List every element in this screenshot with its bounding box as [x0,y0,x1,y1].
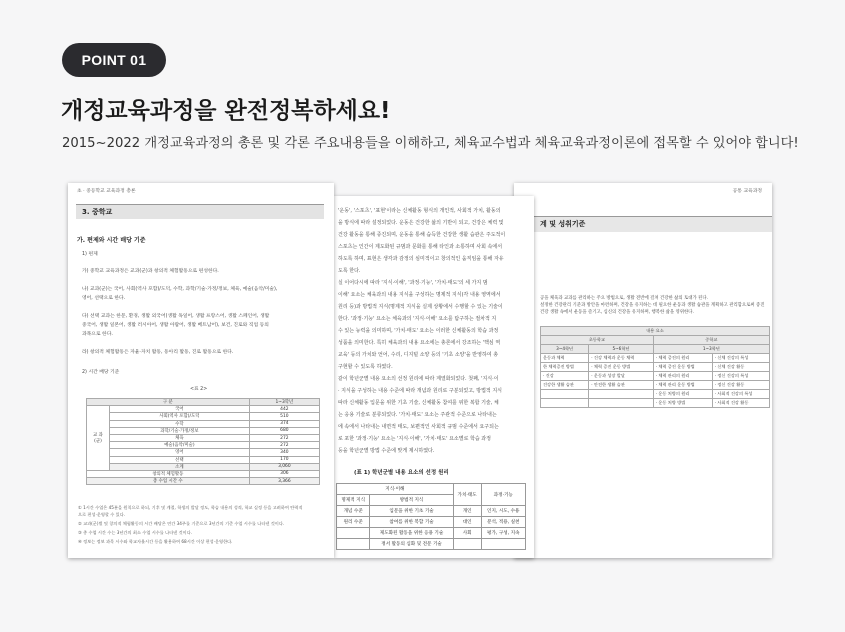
table-row [337,528,526,539]
page-header: 초 · 중등학교 교육과정 총론 [77,189,136,194]
table-row [337,539,526,550]
table-cell: 국어 [110,406,250,413]
table-row [541,372,770,381]
body-line: 로 포한 '과정·기능' 요소는 '지식·이해', '가치·태도' 요소별로 학습 과정 [338,436,491,442]
body-line: 성품을 의미한다. 특히 체육과의 내용 요소에는 총론에서 강조하는 '핵심 역 [338,340,501,346]
body-line: 이해' 요소는 체육과의 내용 지식을 구성하는 명제적 지식(각 내용 영역에서 [338,292,501,298]
body-line: 등을 학년군별 방법 수준에 맞게 제시하였다. [338,448,435,454]
table-row [87,427,320,434]
table-row [87,456,320,463]
table-cell [481,539,525,550]
body-line: 도록 한다. [338,268,361,274]
table-cell: · 체력 증진 운동 방법 [589,363,653,372]
body-line: 나) 교과(군)는 국어, 사회(역사 포함)/도덕, 수학, 과학/기술·가정/정보, 체육, 예술(음악/미술), [82,287,278,292]
body-line: 에 속에서 나타내는 내면적 태도, 보편적인 사회적 규범 수준에서 요구되는 [338,424,499,430]
table-header: 1~3학년 [249,399,319,406]
subsection-title: 가. 편제와 시간 배당 기준 [77,237,146,244]
body-line: 과목으로 한다. [82,332,113,337]
table-cell: 평가, 구성, 지속 [481,528,525,539]
table-cell: · 사회적 건강의 특성 [712,390,769,399]
body-line: 같이 학년군별 내용 요소의 선정 원리에 따라 계열화되었다. 첫째, '지식·이 [338,376,499,382]
body-line: 실 이어다시에 따라 '지식·이해', '과정·기능', '가치·태도'의 세 가지 범 [338,280,488,286]
table-cell: 인지, 시도, 수용 [481,506,525,517]
table-cell: 예술(음악/미술) [110,442,250,449]
table-cell: 정서 활동의 심화 및 전문 기술 [370,539,453,550]
table-cell: 입문을 위한 기초 기술 [370,506,453,517]
table-cell [541,399,589,408]
table-row [87,449,320,456]
table-cell: 510 [249,413,319,420]
table-cell [589,390,653,399]
table-header: 구 분 [87,399,250,406]
body-line: 공을 체육과 교과를 관리하는 주요 방법으로, 생활 전반에 걸쳐 건강한 삶의 토대가 된다. [540,296,708,301]
table-cell: 340 [249,449,319,456]
body-line: 라) 창의적 체험활동은 자율·자치 활동, 동아리 활동, 진로 활동으로 한다. [82,350,234,355]
table-cell: · 안전한 생활 습관 [589,381,653,390]
group-label: 교 과 (군) [87,406,110,471]
table-cell: · 신체 건강 활동 [712,363,769,372]
table-cell: 개인 [453,506,481,517]
table-cell: 272 [249,434,319,441]
table-row [87,470,320,477]
table-cell: 소계 [110,463,250,470]
item-heading: 2) 시간 배당 기준 [82,370,120,375]
body-line: · 지식을 구성하는 내용 수준에 따라 개념과 원리로 구분되었고, 방법적 지식 [338,388,502,394]
table-cell [337,539,370,550]
section-bar [76,204,324,219]
table-cell: 영어 [110,449,250,456]
body-line: 교육' 등의 가치와 언어, 수리, 디지털 소양 등의 '기초 소양'을 반영하여 총 [338,352,499,358]
table-title: 내용 요소 [541,327,770,336]
table-cell: · 사회적 건강 활동 [712,399,769,408]
section-title: 3. 중학교 [82,208,113,216]
body-line: 수 있는 능력을 의미하며, '가치·태도' 요소는 이러한 신체활동의 학습 과정 [338,328,499,334]
body-line: 건강 활동을 통해 증진되며, 운동을 통해 습득한 건강한 생활 습관은 주도적이 [338,232,506,238]
table-title: (표 1) 학년군별 내용 요소의 선정 원리 [354,470,449,476]
table-cell: 사회(역사 포함)/도덕 [110,413,250,420]
body-line: 스포츠는 인간이 제도화된 규범과 문화를 통해 타인과 소통하며 사회 속에서 [338,244,503,250]
table-header: 지식·이해 [337,484,454,495]
table-cell: · 체력 증진 운동 방법 [653,363,712,372]
body-line: 다) 선택 교과는 한문, 환경, 생활 외국어(생활 독일어, 생활 프랑스어, 생활 스페인어, 생활 [82,314,270,319]
table-cell: 과학/기술·가정/정보 [110,427,250,434]
body-line: 따라 신체활동 입문을 위한 기초 기술, 신체활동 참여를 위한 복합 기술, 체 [338,400,499,406]
table-header: 명제적 지식 [337,495,370,506]
table-cell: 한 체력증진 방법 [541,363,589,372]
document-page-3 [514,183,772,558]
headline: 개정교육과정을 완전정복하세요! [61,98,391,124]
table-cell: 374 [249,420,319,427]
table-cell: 3,060 [249,463,319,470]
table-cell [541,390,589,399]
table-row [87,478,320,485]
body-line: 원리 등)과 방법적 지식(명제적 지식을 실제 상황에서 수행할 수 있는 기술이 [338,304,503,310]
table-cell: 총 수업 시간 수 [87,478,250,485]
point-badge: POINT 01 [62,43,166,77]
table-cell: 선택 [110,456,250,463]
table-row [337,517,526,528]
body-line: 가) 중학교 교육과정은 교과(군)과 창의적 체험활동으로 편성한다. [82,269,219,274]
table-row [87,442,320,449]
table-row [541,363,770,372]
page-header: 공통 교육과정 [732,189,762,194]
table-cell: · 정신 건강 활동 [712,381,769,390]
table-caption: <표 2> [190,387,208,392]
footnote: ③ 총 수업 시간 수는 3년간의 최소 수업 시수를 나타낸 것이다. [78,530,193,535]
table-cell: 참여를 위한 복합 기술 [370,517,453,528]
table-header: 5~6학년 [589,345,653,354]
table-row [541,354,770,363]
body-line: 한다. '과정·기능' 요소는 체육과의 '지식·이해' 요소를 탐구하는 절차적 지 [338,316,497,322]
table-cell: 제도화된 활동을 위한 응용 기술 [370,528,453,539]
table-cell: 사회 [453,528,481,539]
table-cell: · 운동 처방의 원리 [653,390,712,399]
subline: 2015~2022 개정교육과정의 총론 및 각론 주요내용들을 이해하고, 체육교수법과 체육교육과정이론에 접목할 수 있어야 합니다! [62,136,799,151]
table-row [87,420,320,427]
body-line: 건강 생활 속에서 운동을 즐기고, 심신의 건강을 유지하며, 행복한 삶을 영위한다. [540,310,694,315]
table-cell: · 체력 증진의 원리 [653,354,712,363]
table-cell: 442 [249,406,319,413]
table-header: 과정·기능 [481,484,525,506]
table-row [541,381,770,390]
table-cell [337,528,370,539]
table-cell: 분석, 적용, 실천 [481,517,525,528]
body-line: '운동', '스포츠', '표현'이라는 신체활동 형식의 개인적, 사회적 가치, 활동의 [338,208,501,214]
footnote: ② 교과(군)별 및 창의적 체험활동의 시간 배당은 연간 34주를 기준으로 3년간의 기준 수업 시수를 나타낸 것이다. [78,521,285,526]
table-cell: 3,366 [249,478,319,485]
table-cell [589,399,653,408]
body-line: 는 응용 기술로 분류되었다. '가치·태도' 요소는 주관적 수준으로 나타내는 [338,412,497,418]
footnote: ④ 정보는 정보 과목 시수와 학교자율시간 등을 활용하여 68시간 이상 편성·운영한다. [78,539,233,544]
table-cell: · 체력 관리의 원리 [653,372,712,381]
table-cell: · 정신 건강의 특성 [712,372,769,381]
document-page-1 [68,183,334,558]
table-cell: 원리 수준 [337,517,370,528]
table-cell: 개념 수준 [337,506,370,517]
table-cell: · 운동과 성장 발달 [589,372,653,381]
table-row [337,506,526,517]
table-row [87,463,320,470]
table-cell: 창의적 체험활동 [87,470,250,477]
body-line: 중국어, 생활 일본어, 생활 러시아어, 생활 아랍어, 생활 베트남어), 보건, 진로와 직업 등의 [82,323,269,328]
table-row [541,390,770,399]
table-header: 가치·태도 [453,484,481,506]
body-line: 영어, 선택으로 한다. [82,296,126,301]
content-table [540,326,770,408]
table-cell: 대인 [453,517,481,528]
table-row [87,434,320,441]
table-cell: 306 [249,470,319,477]
table-header: 중학교 [653,336,769,345]
table-cell: 운동과 체력 [541,354,589,363]
table-cell: · 운동 처방 방법 [653,399,712,408]
body-line: 설정한 건강관리 기준과 방안을 마련하며, 건강을 유지하는 데 필요한 운동과 생활 습관을 계획하고 관리함으로써 증진 [540,303,765,308]
table-cell: · 신체 건강의 특성 [712,354,769,363]
section-title: 계 및 성취기준 [540,220,586,228]
document-page-2 [334,196,534,558]
table-cell: 170 [249,456,319,463]
table-cell [453,539,481,550]
table-row [541,399,770,408]
footnote: ① 1시간 수업은 45분을 원칙으로 하되, 기후 및 계절, 학생의 발달 정도, 학습 내용의 성격, 학교 실정 등을 고려하여 탄력적 [78,505,303,510]
table-row [87,413,320,420]
table-cell: 체육 [110,434,250,441]
table-cell: · 건강 체력과 운동 체력 [589,354,653,363]
body-line: 구현할 수 있도록 하였다. [338,364,393,370]
table-cell: 건강한 생활 습관 [541,381,589,390]
table-cell: 680 [249,427,319,434]
table-row [87,406,320,413]
item-heading: 1) 편제 [82,252,98,257]
table-header: 3~4학년 [541,345,589,354]
body-line: 하도록 하며, 표현은 생각과 감정의 심미적이고 창의적인 움직임을 통해 자유 [338,256,504,262]
table-header: 방법적 지식 [370,495,453,506]
table-cell: · 체력 관리 운동 방법 [653,381,712,390]
table-header: 1~3학년 [653,345,769,354]
table-header: 초등학교 [541,336,654,345]
table-cell: · 건강 [541,372,589,381]
time-allocation-table [86,398,320,485]
table-cell: 수학 [110,420,250,427]
body-line: 을 방식에 따라 설정되었다. 운동은 건강한 삶의 기반이 되고, 건강은 체력 및 [338,220,504,226]
table-cell: 272 [249,442,319,449]
content-table [336,483,526,550]
footnote: 으로 편성·운영할 수 있다. [78,512,126,517]
